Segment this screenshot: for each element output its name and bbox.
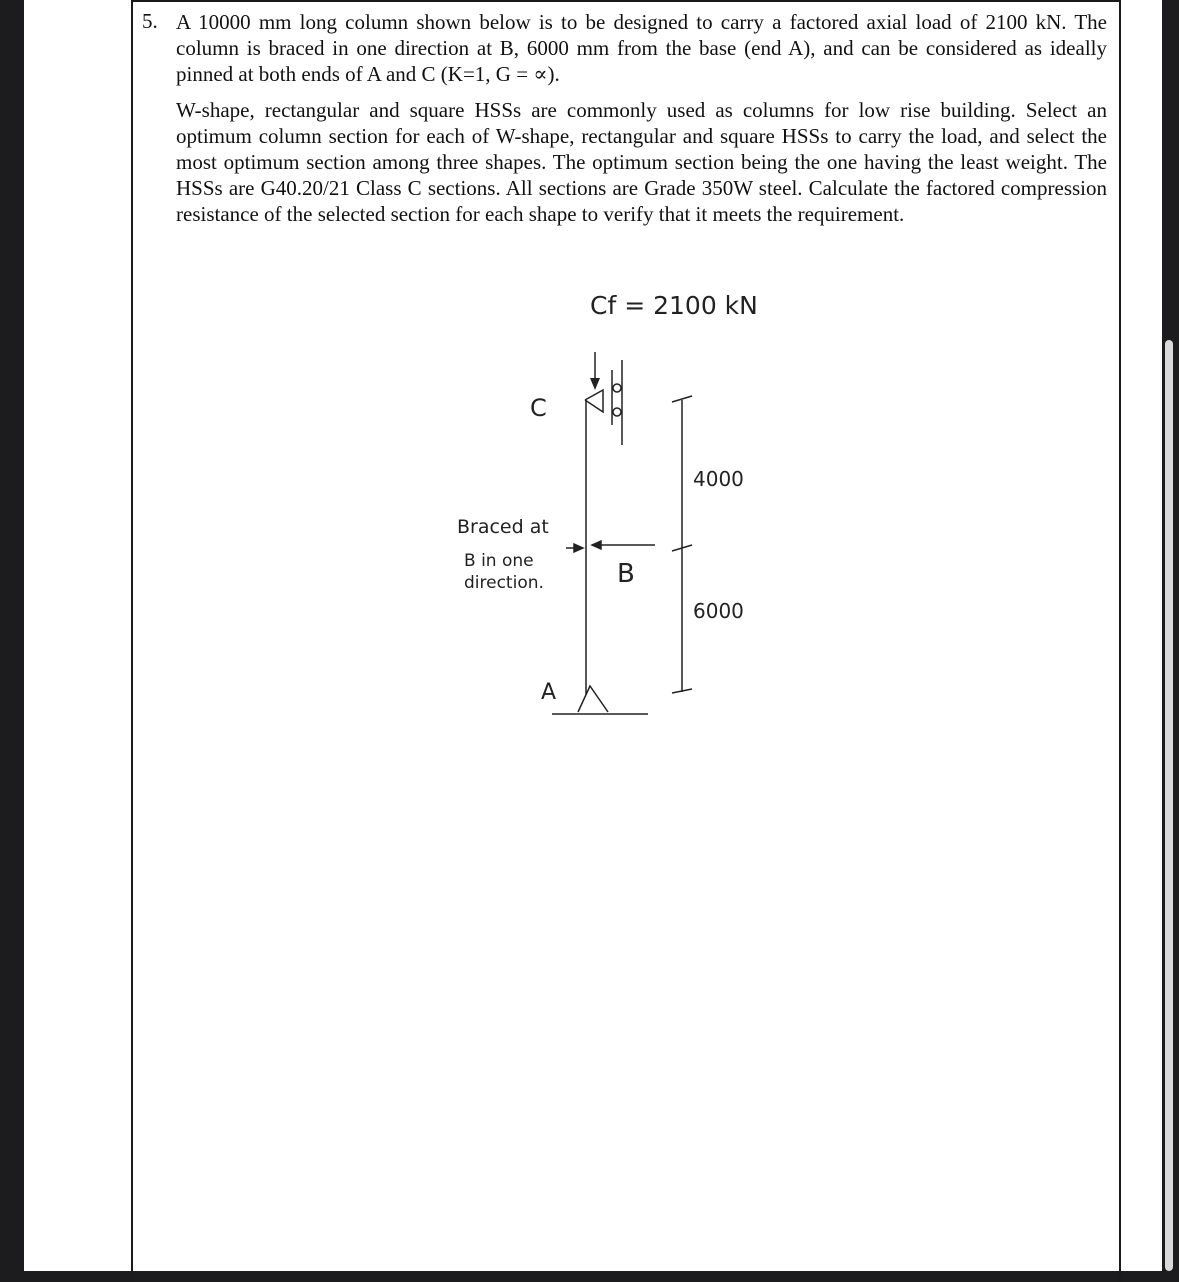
brace-note-line-3: direction. <box>464 573 544 593</box>
question-paragraph-2: W-shape, rectangular and square HSSs are commonly used as columns for low rise building. Select an optimum column section for each of W-shape, rectangular and square HSSs to carry the load, and select the most optimum section among three shapes. The optimum section being the one having the least weight. The HSSs are G40.20/21 Class C sections. All sections are Grade 350W steel. Calculate the factored compression resistance of the selected section for each shape to verify that it meets the requirement. <box>176 98 1107 226</box>
label-c: C <box>530 394 547 422</box>
label-b: B <box>617 559 635 589</box>
brace-note-line-2: B in one <box>464 551 534 571</box>
top-support <box>585 360 622 445</box>
question-number: 5. <box>142 9 158 33</box>
dimension-line <box>672 396 692 693</box>
dim-lower-label: 6000 <box>693 599 744 623</box>
base-support <box>552 686 648 714</box>
brace-arrows <box>566 541 655 552</box>
question-paragraph-1: A 10000 mm long column shown below is to be designed to carry a factored axial load of 2100 kN. The column is braced in one direction at B, 6000 mm from the base (end A), and can be considered as ideally pinned at both ends of A and C (K=1, G = ∝). <box>176 10 1107 86</box>
label-a: A <box>541 680 557 705</box>
load-arrowhead <box>590 378 600 390</box>
dim-upper-label: 4000 <box>693 467 744 491</box>
brace-note-line-1: Braced at <box>457 516 549 538</box>
load-label: Cf = 2100 kN <box>590 291 758 320</box>
scrollbar[interactable] <box>1165 340 1173 1271</box>
